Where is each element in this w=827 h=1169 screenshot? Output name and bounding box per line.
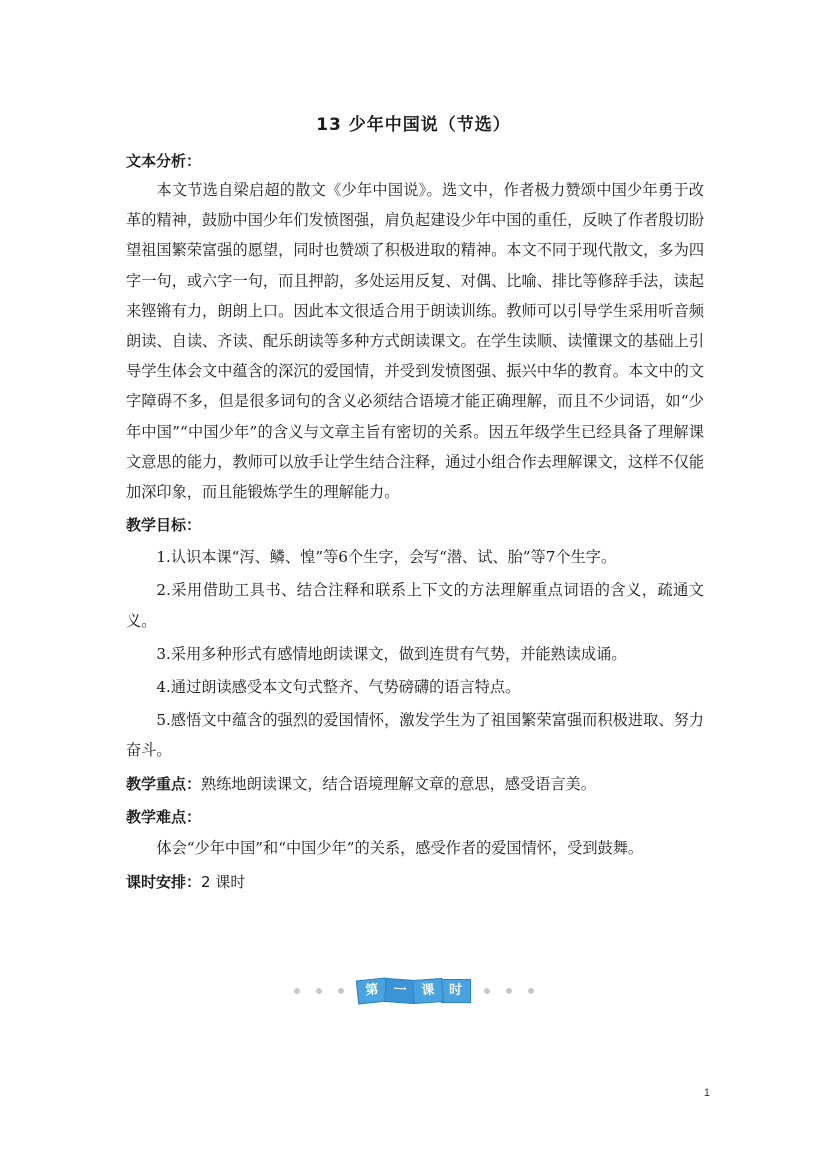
goals-heading: 教学目标： [126, 516, 202, 535]
schedule-row [126, 867, 704, 897]
goal-item: 2.采用借助工具书、结合注释和联系上下文的方法理解重点词语的含义，疏通文义。 [126, 581, 704, 630]
goal-item: 5.感悟文中蕴含的强烈的爱国情怀，激发学生为了祖国繁荣富强而积极进取、努力奋斗。 [126, 711, 704, 760]
lesson-badge [358, 979, 470, 1003]
analysis-heading: 文本分析： [126, 152, 202, 170]
difficulties-heading: 教学难点： [126, 807, 202, 826]
divider-dot [484, 988, 490, 994]
badge-char: 时 [441, 979, 471, 1003]
badge-char: 一 [384, 978, 416, 1004]
lesson-divider [0, 978, 827, 1004]
page-number: 1 [703, 1087, 710, 1099]
divider-dot [316, 988, 322, 994]
analysis-paragraph: 本文节选自梁启超的散文《少年中国说》。选文中，作者极力赞颂中国少年勇于改革的精神，鼓励中国少年们发愤图强，肩负起建设少年中国的重任，反映了作者殷切盼望祖国繁荣富强的愿望，同时也赞颂了积极进取的精神。本文不同于现代散文，多为四字一句，或六字一句，而且押韵，多处运用反复、对偶、比喻、排比等修辞手法，读起来铿锵有力，朗朗上口。因此本文很适合用于朗读训练。教师可以引导学生采用听音频朗读、自读、齐读、配乐朗读等多种方式朗读课文。在学生读顺、读懂课文的基础上引导学生体会文中蕴含的深沉的爱国情，并受到发愤图强、振兴中华的教育。本文中的文字障碍不多，但是很多词句的含义必须结合语境才能正确理解，而且不少词语，如“少年中国”“中国少年”的含义与文章主旨有密切的关系。因五年级学生已经具备了理解课文意思的能力，教师可以放手让学生结合注释，通过小组合作去理解课文，这样不仅能加深印象，而且能锻炼学生的理解能力。 [126, 181, 704, 502]
schedule-heading: 课时安排： [126, 872, 202, 891]
goal-item: 4.通过朗读感受本文句式整齐、气势磅礴的语言特点。 [156, 678, 521, 697]
goal-item: 3.采用多种形式有感情地朗读课文，做到连贯有气势，并能熟读成诵。 [156, 644, 627, 663]
key-points-text: 熟练地朗读课文，结合语境理解文章的意思，感受语言美。 [201, 774, 596, 793]
divider-dot [338, 988, 344, 994]
key-points-heading: 教学重点： [126, 774, 202, 793]
content-body [126, 147, 704, 897]
goal-item: 1.认识本课“泻、鳞、惶”等6个生字，会写“潜、试、胎”等7个生字。 [156, 548, 617, 567]
divider-dot [528, 988, 534, 994]
badge-char: 第 [355, 977, 387, 1004]
page-title: 13 少年中国说（节选） [316, 115, 511, 135]
schedule-text: 2 课时 [201, 872, 246, 891]
divider-dot [506, 988, 512, 994]
difficulties-text: 体会“少年中国”和“中国少年”的关系，感受作者的爱国情怀，受到鼓舞。 [156, 838, 644, 857]
key-points-row [126, 769, 704, 799]
divider-dot [294, 988, 300, 994]
badge-char: 课 [412, 978, 444, 1004]
goals-list [126, 542, 704, 765]
